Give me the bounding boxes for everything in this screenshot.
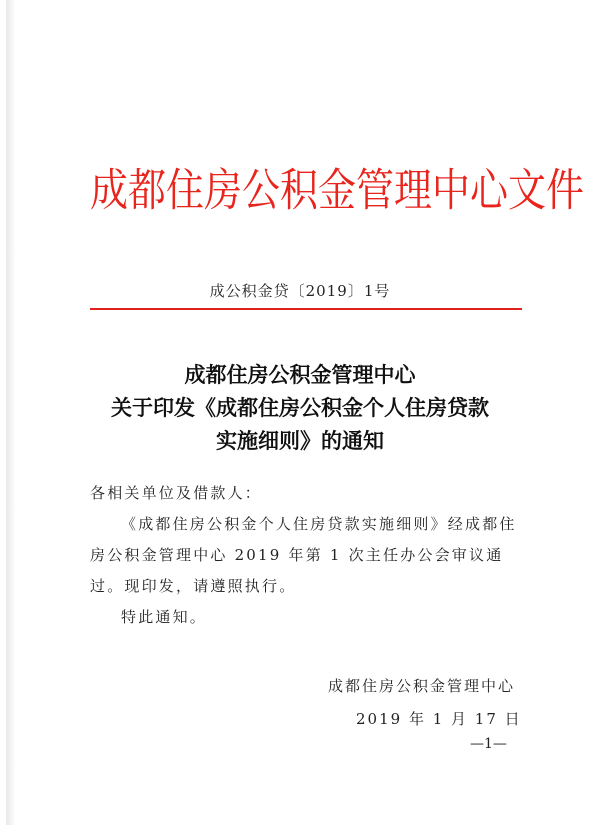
- signature-date: 2019 年 1 月 17 日: [356, 710, 522, 728]
- red-separator-line: [90, 308, 522, 310]
- signature-organization: 成都住房公积金管理中心: [328, 677, 516, 695]
- signature-block: [300, 670, 540, 736]
- page-number: —1—: [470, 736, 507, 752]
- notice-title-line-3: 实施细则》的通知: [216, 428, 384, 453]
- notice-title: [0, 358, 600, 457]
- notice-title-line-1: 成都住房公积金管理中心: [184, 362, 416, 387]
- closing-paragraph: 特此通知。: [121, 608, 208, 626]
- document-header-title: 成都住房公积金管理中心文件: [90, 164, 585, 216]
- body-paragraph: 《成都住房公积金个人住房贷款实施细则》经成都住房公积金管理中心 2019 年第 1 次主任办公会审议通过。现印发，请遵照执行。: [90, 515, 517, 595]
- notice-body: [90, 478, 530, 633]
- notice-title-line-2: 关于印发《成都住房公积金个人住房贷款: [111, 395, 489, 420]
- document-number: 成公积金贷〔2019〕1号: [209, 282, 391, 300]
- salutation: 各相关单位及借款人：: [90, 484, 263, 502]
